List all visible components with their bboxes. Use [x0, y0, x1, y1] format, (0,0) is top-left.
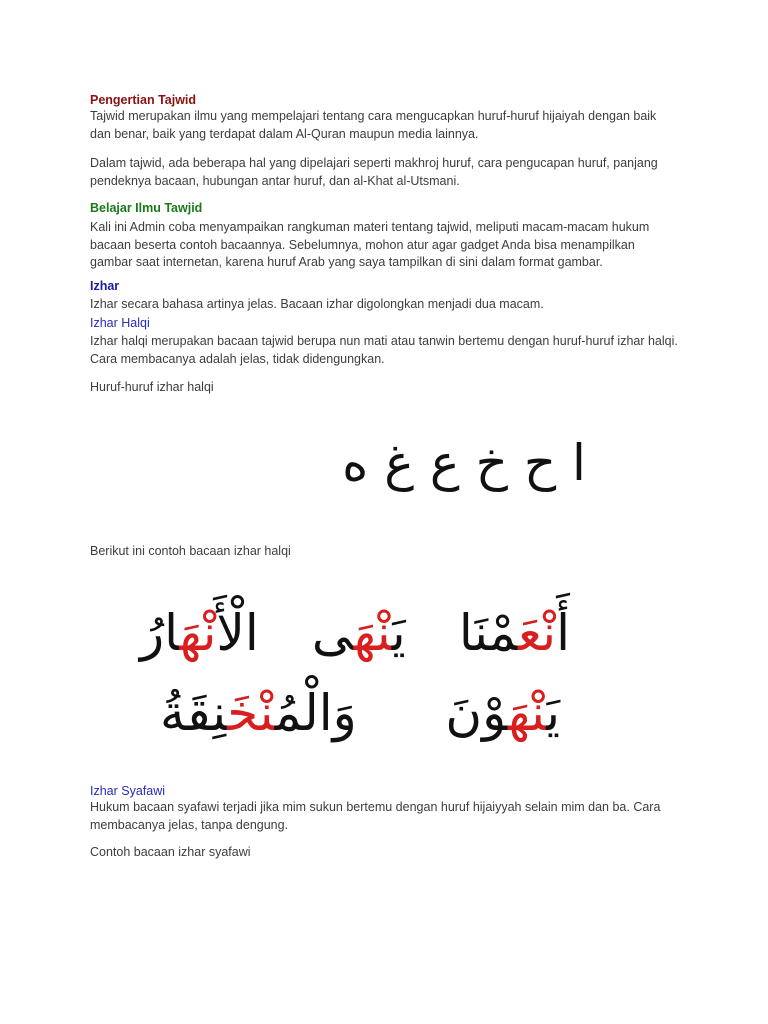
- example-word: وَالْمُنْخَنِقَةُ: [160, 684, 357, 742]
- izhar-halqi-letters: ا ح خ ع غ ه: [342, 434, 586, 492]
- label-contoh-izhar-halqi: Berikut ini contoh bacaan izhar halqi: [90, 544, 291, 558]
- heading-izhar: Izhar: [90, 278, 120, 293]
- example-word: أَنْعَمْنَا: [458, 604, 570, 662]
- paragraph-izhar-syafawi: Hukum bacaan syafawi terjadi jika mim sukun bertemu dengan huruf hijaiyyah selain mim dan ba. Cara membacanya jelas, tanpa dengung.: [90, 800, 661, 832]
- heading-belajar-ilmu-tawjid: Belajar Ilmu Tawjid: [90, 201, 203, 215]
- izhar-halqi-examples-row-2: [160, 676, 560, 750]
- heading-izhar-syafawi: Izhar Syafawi: [90, 784, 166, 798]
- izhar-halqi-examples-row-1: [140, 596, 570, 670]
- paragraph-izhar-halqi: Izhar halqi merupakan bacaan tajwid berupa nun mati atau tanwin bertemu dengan huruf-huruf izhar halqi. Cara membacanya adalah jelas, tidak didengungkan.: [90, 334, 678, 366]
- label-huruf-izhar-halqi: Huruf-huruf izhar halqi: [90, 380, 214, 394]
- paragraph-izhar: Izhar secara bahasa artinya jelas. Bacaan izhar digolongkan menjadi dua macam.: [90, 296, 544, 311]
- example-word: يَنْهَى: [311, 604, 406, 662]
- heading-izhar-halqi: Izhar Halqi: [90, 316, 150, 330]
- heading-pengertian-tajwid: Pengertian Tajwid: [90, 93, 197, 107]
- paragraph-topics: Dalam tajwid, ada beberapa hal yang dipelajari seperti makhroj huruf, cara pengucapan huruf, panjang pendeknya bacaan, hubungan antar huruf, dan al-Khat al-Utsmani.: [90, 156, 658, 188]
- paragraph-intro: Kali ini Admin coba menyampaikan rangkuman materi tentang tajwid, meliputi macam-macam hukum bacaan beserta contoh bacaannya. Sebelumnya, mohon atur agar gadget Anda bisa menampilkan gambar saat internetan, karena huruf Arab yang saya tampilkan di sini dalam format gambar.: [90, 220, 650, 269]
- article: [90, 92, 680, 397]
- example-word: يَنْهَوْنَ: [445, 684, 560, 742]
- example-word: الْأَنْهَارُ: [140, 604, 259, 662]
- paragraph-definition: Tajwid merupakan ilmu yang mempelajari tentang cara mengucapkan huruf-huruf hijaiyah dengan baik dan benar, baik yang terdapat dalam Al-Quran maupun media lainnya.: [90, 109, 657, 141]
- section-izhar-syafawi: [90, 783, 680, 862]
- label-contoh-izhar-syafawi: Contoh bacaan izhar syafawi: [90, 845, 251, 859]
